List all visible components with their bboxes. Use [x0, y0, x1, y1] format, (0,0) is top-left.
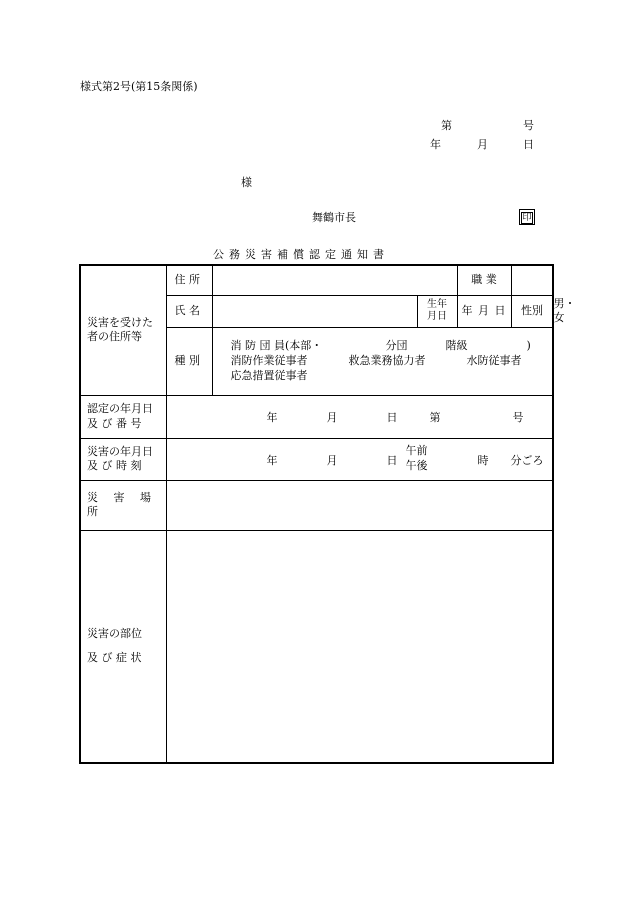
category-ems: 救急業務協力者 — [348, 353, 426, 367]
disaster-time-label — [80, 438, 166, 480]
recognition-row — [80, 395, 553, 438]
disaster-time-field[interactable] — [166, 438, 553, 480]
recognition-label-line2: 及 び 番 号 — [87, 416, 142, 430]
sex-label: 性別 — [511, 295, 553, 327]
rec-no-suffix: 号 — [512, 410, 524, 424]
injury-label-line1: 災害の部位 — [87, 627, 142, 641]
occupation-label: 職 業 — [457, 265, 511, 295]
rec-no-prefix: 第 — [429, 410, 441, 424]
category-label: 種 別 — [166, 327, 212, 395]
victim-label-line2: 者の住所等 — [87, 330, 142, 344]
disaster-time-label-line2: 及 び 時 刻 — [87, 459, 142, 472]
disaster-time-row — [80, 438, 553, 480]
dt-month: 月 — [326, 453, 338, 467]
address-label: 住 所 — [166, 265, 212, 295]
birthdate-label-line2: 月日 — [427, 311, 447, 322]
address-row — [80, 265, 553, 295]
category-firefighter: 消 防 団 員(本部・ — [230, 338, 323, 352]
recognition-label-line1: 認定の年月日 — [87, 402, 153, 416]
victim-group-label — [80, 265, 166, 395]
issuer-name: 舞鶴市長 — [312, 211, 356, 224]
doc-no-suffix: 号 — [523, 119, 534, 132]
birthdate-label — [417, 295, 457, 327]
category-rank: 階級 — [445, 338, 468, 352]
disaster-time-label-line1: 災害の年月日 — [87, 444, 153, 458]
notification-form-table — [79, 264, 576, 764]
date-year: 年 — [430, 138, 441, 151]
category-line3 — [231, 369, 553, 384]
dt-day: 日 — [386, 453, 398, 467]
place-field[interactable] — [166, 480, 553, 530]
seal-mark — [519, 209, 535, 225]
victim-label-line1: 災害を受けた — [87, 315, 153, 329]
rec-month: 月 — [326, 410, 338, 424]
birthdate-label-line1: 生年 — [427, 299, 447, 310]
category-emergency: 応急措置従事者 — [230, 368, 308, 382]
name-label: 氏 名 — [166, 295, 212, 327]
category-branch: 分団 — [385, 338, 408, 352]
category-close-paren: ) — [526, 338, 531, 352]
address-field[interactable] — [212, 265, 457, 295]
dt-year: 年 — [266, 453, 278, 467]
dt-min: 分ごろ — [510, 453, 544, 467]
category-fire-work: 消防作業従事者 — [230, 353, 308, 367]
category-field[interactable] — [212, 327, 553, 395]
name-row: 氏 名 生年 月日 年 月 日 性別 男・女 — [80, 295, 553, 327]
dt-pm: 午後 — [405, 458, 428, 472]
recognition-field[interactable] — [166, 395, 553, 438]
injury-label — [80, 530, 166, 763]
form-number: 様式第2号(第15条関係) — [80, 80, 198, 93]
injury-label-line2: 及 び 症 状 — [87, 651, 142, 665]
occupation-field[interactable] — [511, 265, 553, 295]
document-title: 公務災害補償認定通知書 — [213, 248, 389, 261]
injury-row — [80, 530, 553, 763]
place-label: 災 害 場 所 — [80, 480, 166, 530]
recognition-label — [80, 395, 166, 438]
category-flood: 水防従事者 — [466, 353, 522, 367]
addressee-suffix: 様 — [241, 176, 252, 189]
date-month: 月 — [477, 138, 488, 151]
seal-label: 印 — [522, 213, 532, 223]
category-line1 — [231, 339, 553, 354]
rec-day: 日 — [386, 410, 398, 424]
rec-year: 年 — [266, 410, 278, 424]
category-line2 — [231, 354, 553, 369]
place-row — [80, 480, 553, 530]
doc-no-prefix: 第 — [441, 119, 452, 132]
name-field[interactable] — [212, 295, 417, 327]
dt-am: 午前 — [405, 443, 428, 457]
injury-field[interactable] — [166, 530, 553, 763]
dt-hour: 時 — [477, 453, 489, 467]
birthdate-field[interactable]: 年 月 日 — [457, 295, 511, 327]
date-day: 日 — [523, 138, 534, 151]
